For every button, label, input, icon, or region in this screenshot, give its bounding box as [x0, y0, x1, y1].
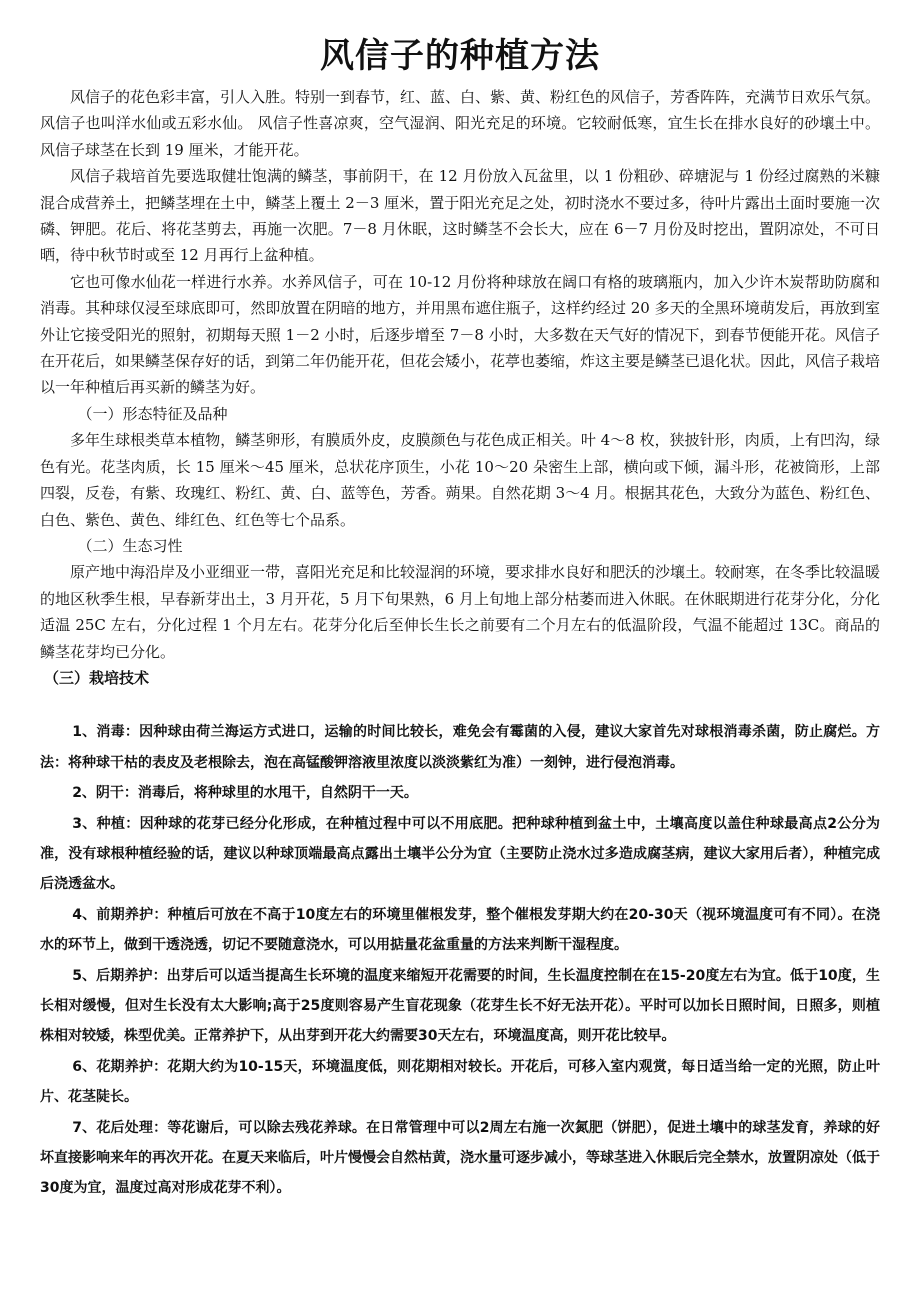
step-1-disinfect: 1、消毒：因种球由荷兰海运方式进口，运输的时间比较长，难免会有霉菌的入侵，建议大家首先对球根消毒杀菌，防止腐烂。方法：将种球干枯的表皮及老根除去，泡在高锰酸钾溶液里浓度以淡淡紫红为准）一刻钟，进行侵泡消毒。 [40, 724, 880, 771]
intro-paragraph-1: 风信子的花色彩丰富，引人入胜。特别一到春节，红、蓝、白、紫、黄、粉红色的风信子，芳香阵阵，充满节日欢乐气氛。风信子也叫洋水仙或五彩水仙。 风信子性喜凉爽，空气湿润、阳光充足的环境。它较耐低寒，宜生长在排水良好的砂壤土中。风信子球茎在长到 19 厘米，才能开花。 [40, 88, 881, 159]
step-6-flowering-care: 6、花期养护：花期大约为10-15天，环境温度低，则花期相对较长。开花后，可移入室内观赏，每日适当给一定的光照，防止叶片、花茎陡长。 [40, 1058, 880, 1106]
step-3-planting: 3、种植：因种球的花芽已经分化形成，在种植过程中可以不用底肥。把种球种植到盆土中，土壤高度以盖住种球最高点2公分为准，没有球根种植经验的话，建议以种球顶端最高点露出土壤半公分为宜（主要防止浇水过多造成腐茎病，建议大家用后者），种植完成后浇透盆水。 [40, 815, 880, 893]
intro-paragraph-2: 风信子栽培首先要选取健壮饱满的鳞茎，事前阴干，在 12 月份放入瓦盆里，以 1 份粗砂、碎塘泥与 1 份经过腐熟的米糠混合成营养土，把鳞茎埋在土中，鳞茎上覆土 2－3 厘米，置于阳光充足之处，初时浇水不要过多，待叶片露出土面时要施一次磷、钾肥。花后、将花茎剪去，再施一次肥。7－8 月休眠，这时鳞茎不会长大，应在 6－7 月份及时挖出，置阴凉处，不可日晒，待中秋节时或至 12 月再行上盆种植。 [40, 167, 880, 265]
step-5-late-care: 5、后期养护：出芽后可以适当提高生长环境的温度来缩短开花需要的时间，生长温度控制在在15-20度左右为宜。低于10度，生长相对缓慢，但对生长没有太大影响;高于25度则容易产生盲花现象（花芽生长不好无法开花）。平时可以加长日照时间，日照多，则植株相对较矮，株型优美。正常养护下，从出芽到开花大约需要30天左右，环境温度高，则开花比较早。 [40, 967, 880, 1045]
section-2-text: 原产地中海沿岸及小亚细亚一带，喜阳光充足和比较湿润的环境，要求排水良好和肥沃的沙壤土。较耐寒，在冬季比较温暖的地区秋季生根，早春新芽出土，3 月开花，5 月下旬果熟，6 月上旬地上部分枯萎而进入休眠。在休眠期进行花芽分化，分化适温 25C 左右，分化过程 1 个月左右。花芽分化后至伸长生长之前要有二个月左右的低温阶段，气温不能超过 13C。商品的鳞茎花芽均已分化。 [40, 563, 881, 661]
step-7-after-flowering: 7、花后处理：等花谢后，可以除去残花养球。在日常管理中可以2周左右施一次氮肥（饼肥），促进土壤中的球茎发育，养球的好坏直接影响来年的再次开花。在夏天来临后，叶片慢慢会自然枯黄，浇水量可逐步减小，等球茎进入休眠后完全禁水，放置阴凉处（低于30度为宜，温度过高对形成花芽不利）。 [40, 1119, 880, 1197]
intro-paragraph-3: 它也可像水仙花一样进行水养。水养风信子，可在 10-12 月份将种球放在阔口有格的玻璃瓶内，加入少许木炭帮助防腐和消毒。其种球仅浸至球底即可，然即放置在阴暗的地方，并用黑布遮住瓶子，这样约经过 20 多天的全黑环境萌发后，再放到室外让它接受阳光的照射，初期每天照 1－2 小时，后逐步增至 7－8 小时，大多数在天气好的情况下，到春节便能开花。风信子在开花后，如果鳞茎保存好的话，到第二年仍能开花，但花会矮小，花葶也萎缩，炸这主要是鳞茎已退化状。因此，风信子栽培以一年种植后再买新的鳞茎为好。 [40, 272, 881, 397]
spacer [40, 691, 880, 717]
section-3-heading: （三）栽培技术 [44, 668, 150, 687]
section-1-heading: （一）形态特征及品种 [77, 404, 228, 423]
step-4-early-care: 4、前期养护：种植后可放在不高于10度左右的环境里催根发芽，整个催根发芽期大约在20-30天（视环境温度可有不同）。在浇水的环节上，做到干透浇透，切记不要随意浇水，可以用掂量花盆重量的方法来判断干湿程度。 [40, 906, 880, 954]
section-1-text: 多年生球根类草本植物，鳞茎卵形，有膜质外皮，皮膜颜色与花色成正相关。叶 4～8 枚，狭披针形，肉质，上有凹沟，绿色有光。花茎肉质，长 15 厘米～45 厘米，总状花序顶生，小花 10～20 朵密生上部，横向或下倾，漏斗形，花被筒形，上部四裂，反卷，有紫、玫瑰红、粉红、黄、白、蓝等色，芳香。蒴果。自然花期 3～4 月。根据其花色，大致分为蓝色、粉红色、白色、紫色、黄色、绯红色、红色等七个品系。 [40, 431, 880, 529]
step-2-dry: 2、阴干：消毒后，将种球里的水甩干，自然阴干一天。 [72, 785, 418, 802]
document-title: 风信子的种植方法 [320, 36, 600, 76]
section-2-heading: （二）生态习性 [77, 536, 183, 555]
